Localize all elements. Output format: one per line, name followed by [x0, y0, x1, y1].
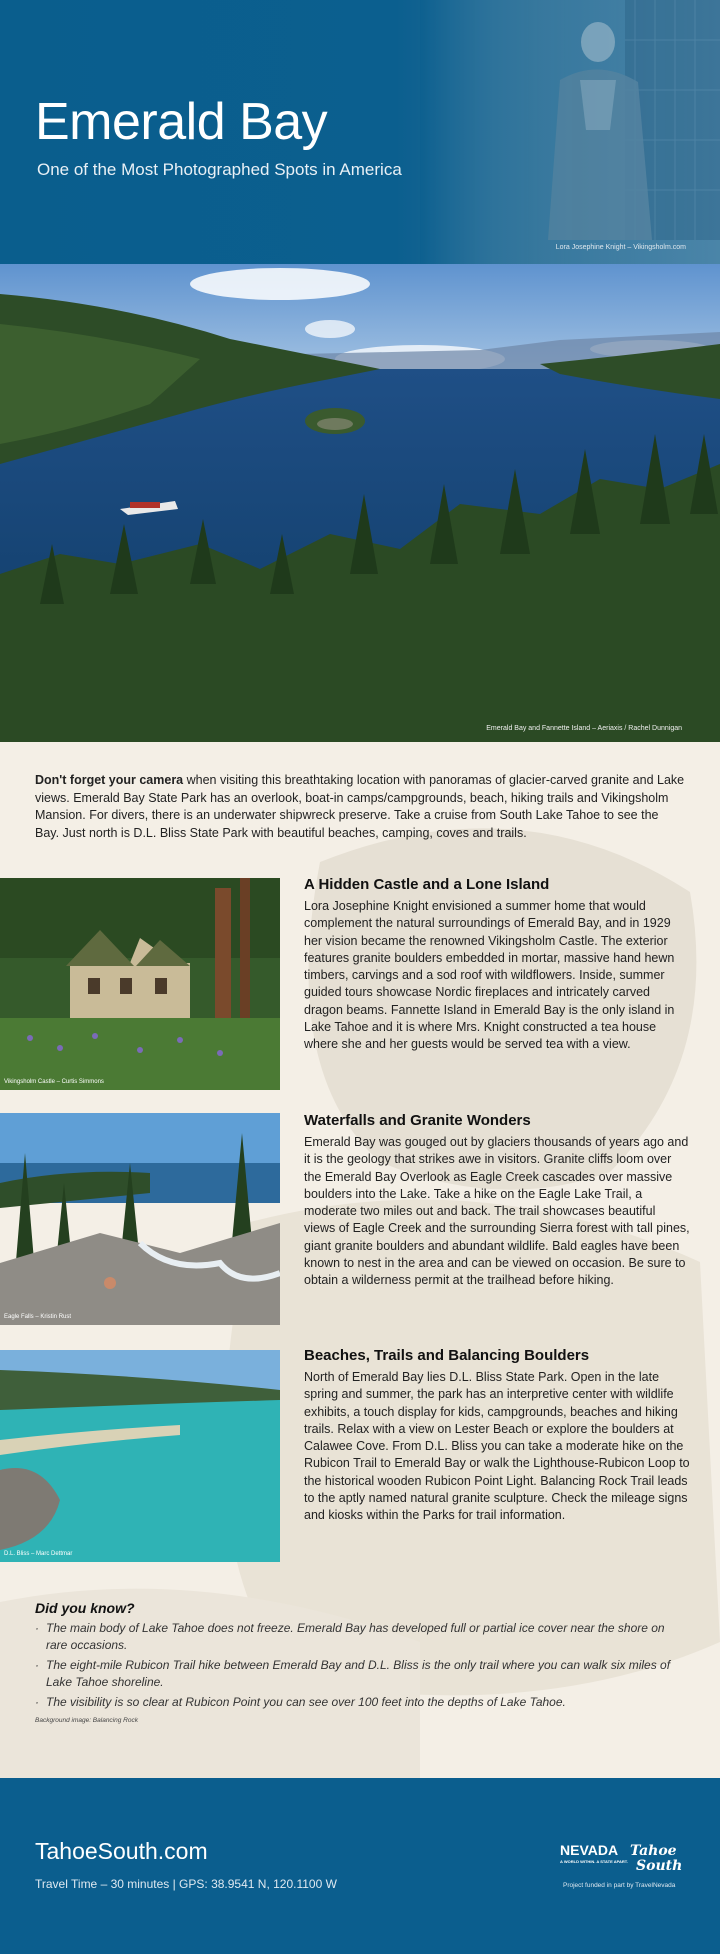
fact-item: · The visibility is so clear at Rubicon Point you can see over 100 feet into the depths of Lake Tahoe.	[35, 1694, 685, 1711]
section-body: Lora Josephine Knight envisioned a summer home that would complement the natural surroundings of Emerald Bay, and in 1929 her vision became the renowned Vikingsholm Castle. The exterior features granite boulders embedded in mortar, massive hand hewn timbers, carvings and a sod roof with wildflowers. Inside, summer guided tours showcase Nordic fireplaces and intricately carved dragon beams. Fannette Island in Emerald Bay is the only island in Lake Tahoe and it is where Mrs. Knight constructed a tea house where she and her guests would be served tea with a view.	[304, 899, 675, 1052]
fact-item: · The eight-mile Rubicon Trail hike between Emerald Bay and D.L. Bliss is the only trail where you can walk six miles of Lake Tahoe shoreline.	[35, 1657, 685, 1691]
page-title: Emerald Bay	[35, 93, 328, 151]
header-photo-credit: Lora Josephine Knight – Vikingsholm.com	[555, 244, 686, 251]
intro-text: when visiting this breathtaking location with panoramas of glacier-carved granite and Lake views. Emerald Bay State Park has an overlook, boat-in camps/campgrounds, beach, hiking trails and Vikingsholm Mansion. For divers, there is an underwater shipwreck preserve. Take a cruise from South Lake Tahoe to see the Bay. Just north is D.L. Bliss State Park with beautiful beaches, camping, coves and trails.	[35, 773, 685, 840]
did-you-know	[35, 1600, 685, 1724]
emerald-bay-illustration	[0, 264, 720, 742]
website-link[interactable]: TahoeSouth.com	[35, 1838, 208, 1864]
section-heading: Beaches, Trails and Balancing Boulders	[304, 1347, 590, 1364]
section-heading: Waterfalls and Granite Wonders	[304, 1112, 531, 1129]
funding-note: Project funded in part by TravelNevada	[563, 1882, 676, 1889]
travel-info: Travel Time – 30 minutes | GPS: 38.9541 N, 120.1100 W	[35, 1877, 337, 1891]
lora-knight-photo	[420, 0, 720, 264]
beach-illustration	[0, 1350, 280, 1562]
vikingsholm-castle-photo	[0, 878, 280, 1090]
background-image-note: Background image: Balancing Rock	[35, 1717, 138, 1724]
fact-list	[35, 1620, 685, 1711]
falls-photo-credit: Eagle Falls – Kristin Rust	[4, 1314, 72, 1320]
sponsor-logos	[560, 1840, 690, 1876]
page-subtitle: One of the Most Photographed Spots in America	[37, 160, 402, 179]
bliss-photo-credit: D.L. Bliss – Marc Dettmar	[4, 1551, 73, 1557]
did-you-know-heading: Did you know?	[35, 1600, 135, 1616]
castle-photo-credit: Vikingsholm Castle – Curtis Simmons	[4, 1079, 104, 1085]
section-beaches	[304, 1347, 690, 1525]
footer	[0, 1778, 720, 1954]
section-heading: A Hidden Castle and a Lone Island	[304, 876, 550, 893]
nevada-logo: NEVADA	[560, 1842, 619, 1858]
intro-paragraph	[35, 772, 685, 842]
section-hidden-castle	[304, 876, 690, 1054]
falls-illustration	[0, 1113, 280, 1325]
section-body: North of Emerald Bay lies D.L. Bliss State Park. Open in the late spring and summer, the park has an interpretive center with wildlife exhibits, a touch display for kids, campgrounds, beaches and hiking trails. Relax with a view on Lester Beach or explore the boulders at Calawee Cove. From D.L. Bliss you can take a moderate hike on the Rubicon Trail to Emerald Bay or walk the Lighthouse-Rubicon Loop to the historical wooden Rubicon Point Light. Balancing Rock Trail leads to the aptly named natural granite sculpture. Check the mileage signs and kiosks within the Parks for trail information.	[304, 1370, 690, 1523]
nevada-logo-tagline: A WORLD WITHIN. A STATE APART.	[560, 1859, 628, 1864]
south-logo: South	[636, 1858, 683, 1874]
section-waterfalls	[304, 1112, 690, 1290]
tahoe-logo: Tahoe	[630, 1843, 677, 1859]
fact-item: · The main body of Lake Tahoe does not freeze. Emerald Bay has developed full or partial ice cover near the shore on rare occasions.	[35, 1620, 685, 1654]
dl-bliss-photo	[0, 1350, 280, 1562]
intro-lead: Don't forget your camera	[35, 773, 184, 787]
hero-photo-credit: Emerald Bay and Fannette Island – Aeriaxis / Rachel Dunnigan	[486, 725, 682, 732]
eagle-falls-photo	[0, 1113, 280, 1325]
section-body: Emerald Bay was gouged out by glaciers thousands of years ago and it is the geology that strikes awe in visitors. Granite cliffs loom over the Emerald Bay Overlook as Eagle Creek cascades over massive boulders into the Lake. Take a hike on the Eagle Lake Trail, a moderate two miles out and back. The trail showcases beautiful views of Eagle Creek and the surrounding Sierra forest with tall pines, giant granite boulders and abundant wildlife. Bald eagles have been known to nest in the area and can be viewed on occasion. Be sure to obtain a wilderness permit at the trailhead before hiking.	[304, 1135, 690, 1288]
castle-illustration	[0, 878, 280, 1090]
emerald-bay-photo	[0, 264, 720, 742]
header-banner	[0, 0, 720, 264]
